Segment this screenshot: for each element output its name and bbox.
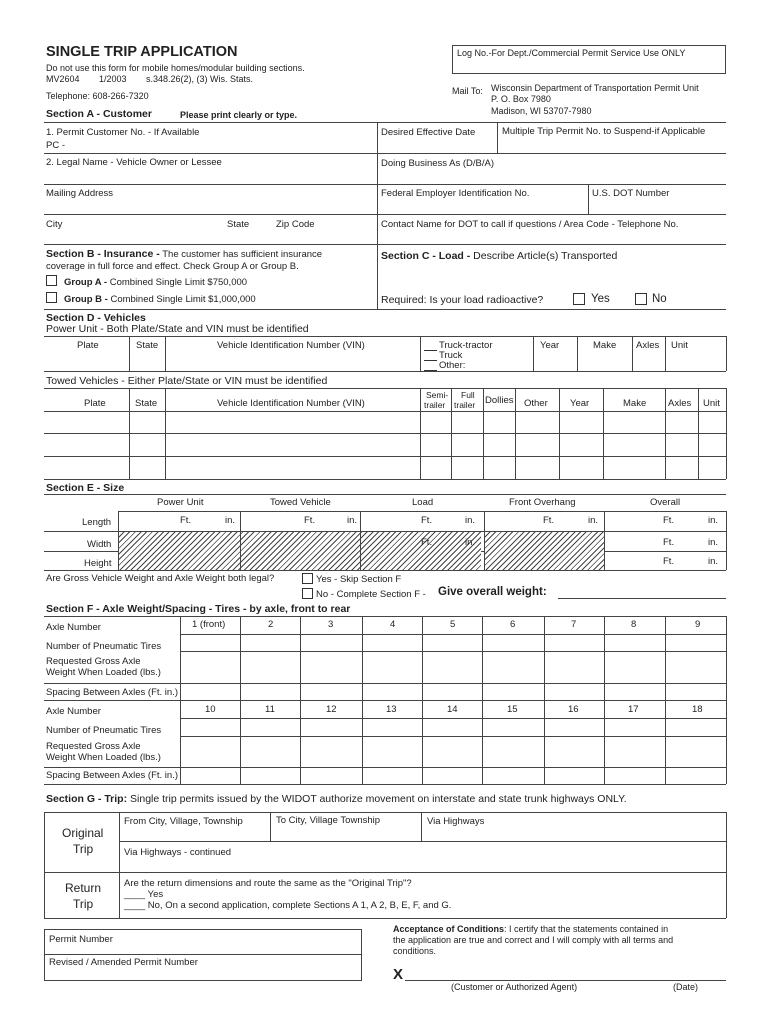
rule [726, 511, 727, 570]
multiple-trip-label: Multiple Trip Permit No. to Suspend-if Applicable [502, 126, 706, 137]
legal-name-label: 2. Legal Name - Vehicle Owner or Lessee [46, 157, 222, 168]
rule [533, 336, 534, 371]
width-label: Width [87, 539, 112, 550]
via-highways-continued-label: Via Highways - continued [124, 847, 232, 858]
axles-header: Axles [636, 340, 660, 351]
section-e-title: Section E - Size [46, 482, 125, 494]
legal-yes-label: Yes - Skip Section F [316, 574, 402, 585]
axle-11: 11 [265, 704, 275, 715]
section-c-text: Describe Article(s) Transported [473, 250, 618, 262]
section-a-note: Please print clearly or type. [180, 110, 298, 120]
axle-15: 15 [507, 704, 518, 715]
vin-header: Vehicle Identification Number (VIN) [217, 340, 365, 351]
dba-label: Doing Business As (D/B/A) [381, 158, 494, 169]
rule [497, 122, 498, 153]
rule [451, 388, 452, 479]
rule [180, 616, 181, 784]
rule [360, 532, 361, 570]
year-header: Year [540, 340, 560, 351]
mail-to-line3: Madison, WI 53707-7980 [491, 106, 592, 116]
rule [44, 494, 726, 495]
rule [604, 511, 605, 570]
axle-6: 6 [510, 619, 516, 630]
axle-4: 4 [390, 619, 396, 630]
rule [420, 388, 421, 479]
section-d-title: Section D - Vehicles [46, 312, 146, 324]
rule [726, 388, 727, 479]
rule [44, 683, 726, 684]
spacing-label: Spacing Between Axles (Ft. in.) [46, 687, 179, 698]
gross-label-2a: Requested Gross Axle [46, 741, 141, 752]
state-header: State [136, 340, 159, 351]
return-label: Return [65, 881, 102, 895]
revised-permit-label: Revised / Amended Permit Number [49, 957, 198, 968]
legal-no-label: No - Complete Section F - [316, 589, 426, 600]
gross-label-2b: Weight When Loaded (lbs.) [46, 752, 161, 763]
pu-length-in: in. [225, 515, 236, 526]
rule [44, 336, 726, 337]
rule [422, 616, 423, 784]
state-label: State [227, 219, 250, 230]
ov-width-in: in. [708, 537, 719, 548]
other-colon-label: Other: [439, 360, 466, 371]
rule [44, 954, 362, 955]
permit-number-label: Permit Number [49, 934, 113, 945]
zip-label: Zip Code [276, 219, 315, 230]
return-trip-label: Trip [73, 897, 94, 911]
rule [240, 532, 241, 570]
to-city-label: To City, Village Township [276, 815, 381, 826]
rule [421, 812, 422, 841]
rule [44, 812, 45, 918]
power-unit-col: Power Unit [157, 497, 204, 508]
group-b-label: Combined Single Limit $1,000,000 [110, 294, 256, 305]
length-label: Length [82, 517, 112, 528]
group-a-label: Combined Single Limit $750,000 [109, 277, 248, 288]
rule [270, 812, 271, 841]
rule [665, 616, 666, 784]
rule [240, 616, 241, 784]
rule [577, 336, 578, 371]
axle-14: 14 [447, 704, 458, 715]
towed-heading: Towed Vehicles - Either Plate/State or VIN must be identified [46, 375, 328, 387]
radioactive-question: Required: Is your load radioactive? [381, 294, 544, 306]
full-trailer-header-2: trailer [454, 400, 476, 410]
axle-7: 7 [571, 619, 577, 630]
desired-effective-date-label: Desired Effective Date [381, 127, 476, 138]
ov-height-in: in. [708, 556, 719, 567]
rule [726, 336, 727, 371]
radioactive-no-checkbox[interactable] [635, 293, 647, 305]
load-width-in: in. [465, 537, 476, 548]
rule [726, 616, 727, 784]
rule [44, 184, 726, 185]
ov-height-ft: Ft. [663, 556, 675, 567]
axle-8: 8 [631, 619, 637, 630]
rule [44, 309, 726, 310]
rule [165, 388, 166, 479]
load-width-ft: Ft. [421, 537, 433, 548]
rule [726, 812, 727, 918]
group-b-bold: Group B - [64, 294, 108, 305]
rule [632, 336, 633, 371]
truck-label: Truck [439, 350, 463, 361]
acceptance-line2: the application are true and correct and I will comply with all terms and [393, 935, 674, 945]
hatched-width-height-overhang [485, 532, 604, 570]
rule [377, 122, 378, 244]
rule [665, 336, 666, 371]
customer-agent-label: (Customer or Authorized Agent) [451, 982, 578, 992]
towed-vehicle-col: Towed Vehicle [270, 497, 331, 508]
load-length-in: in. [465, 515, 476, 526]
rule [588, 184, 589, 214]
radioactive-no-label: No [652, 293, 667, 305]
section-c-title: Section C - Load - [381, 250, 471, 262]
height-label: Height [84, 558, 112, 569]
section-g-title: Section G - Trip: [46, 793, 128, 805]
rule [377, 244, 378, 309]
tires-label: Number of Pneumatic Tires [46, 641, 162, 652]
rule [180, 718, 726, 719]
rule [44, 456, 726, 457]
rule [698, 388, 699, 479]
rule [180, 651, 726, 652]
give-overall-weight: Give overall weight: [438, 586, 547, 598]
radioactive-yes-label: Yes [591, 293, 610, 305]
axle-5: 5 [450, 619, 456, 630]
rule [44, 872, 726, 873]
fein-label: Federal Employer Identification No. [381, 188, 530, 199]
rule [515, 388, 516, 479]
axle-2: 2 [268, 619, 274, 630]
rule [129, 336, 130, 371]
ov-width-ft: Ft. [663, 537, 675, 548]
permit-number-field[interactable] [45, 945, 359, 953]
section-a-title: Section A - Customer [46, 108, 152, 120]
towed-plate-header: Plate [84, 398, 106, 409]
section-b-title: Section B - Insurance - [46, 248, 160, 260]
form-subtitle: Do not use this form for mobile homes/modular building sections. [46, 63, 305, 73]
rule [44, 479, 726, 480]
rule [44, 388, 726, 389]
radioactive-yes-checkbox[interactable] [573, 293, 585, 305]
other-blank[interactable] [424, 370, 437, 371]
return-yes[interactable]: ____ Yes [124, 889, 164, 900]
usdot-label: U.S. DOT Number [592, 188, 670, 199]
rule [129, 388, 130, 479]
load-length-ft: Ft. [421, 515, 433, 526]
axle-number-label-2: Axle Number [46, 706, 101, 717]
axle-17: 17 [628, 704, 639, 715]
rule [603, 388, 604, 479]
semi-trailer-header-2: trailer [424, 400, 446, 410]
semi-trailer-header-1: Semi- [426, 390, 449, 400]
legal-question: Are Gross Vehicle Weight and Axle Weight both legal? [46, 573, 275, 584]
legal-yes-checkbox[interactable] [302, 573, 313, 584]
revised-permit-field[interactable] [45, 968, 359, 978]
axle-3: 3 [328, 619, 334, 630]
date-label: (Date) [673, 982, 699, 992]
rule [44, 812, 726, 813]
ov-length-ft: Ft. [663, 515, 675, 526]
ov-length-in: in. [708, 515, 719, 526]
towed-year-header: Year [570, 398, 590, 409]
front-overhang-col: Front Overhang [509, 497, 576, 508]
rule [44, 570, 726, 571]
rule [44, 371, 726, 372]
tv-length-in: in. [347, 515, 358, 526]
rule [44, 784, 726, 785]
acceptance-line1: : I certify that the statements contained in [504, 924, 669, 934]
return-question: Are the return dimensions and route the same as the "Original Trip"? [124, 878, 412, 889]
rule [165, 336, 166, 371]
mailing-address-label: Mailing Address [46, 188, 114, 199]
from-city-label: From City, Village, Township [124, 816, 243, 827]
gross-label-1: Requested Gross Axle [46, 656, 141, 667]
group-a-bold: Group A - [64, 277, 108, 288]
axle-number-label: Axle Number [46, 622, 101, 633]
axle-9: 9 [695, 619, 701, 630]
rule [44, 767, 726, 768]
telephone: Telephone: 608-266-7320 [46, 91, 149, 101]
form-date: 1/2003 [99, 74, 127, 84]
unit-header: Unit [671, 340, 688, 351]
city-label: City [46, 219, 63, 230]
rule [44, 153, 726, 154]
rule [44, 616, 726, 617]
contact-label: Contact Name for DOT to call if questions / Area Code - Telephone No. [381, 219, 679, 230]
rule [44, 244, 726, 245]
load-col: Load [412, 497, 434, 508]
axle-16: 16 [568, 704, 579, 715]
tires-label-2: Number of Pneumatic Tires [46, 725, 162, 736]
axle-1: 1 (front) [192, 619, 226, 630]
rule [180, 634, 726, 635]
spacing-label-2: Spacing Between Axles (Ft. in.) [46, 770, 179, 781]
axle-12: 12 [326, 704, 337, 715]
rule [44, 214, 726, 215]
axle-13: 13 [386, 704, 397, 715]
mail-to-label: Mail To: [452, 86, 483, 96]
rule [559, 388, 560, 479]
section-f-title: Section F - Axle Weight/Spacing - Tires - by axle, front to rear [46, 603, 351, 615]
original-label: Original [62, 826, 104, 840]
form-title: SINGLE TRIP APPLICATION [46, 44, 238, 60]
rule [665, 388, 666, 479]
full-trailer-header-1: Full [461, 390, 475, 400]
axle-10: 10 [205, 704, 216, 715]
other-header: Other [524, 398, 548, 409]
towed-state-header: State [135, 398, 158, 409]
rule [180, 736, 726, 737]
make-header: Make [593, 340, 617, 351]
rule [119, 812, 120, 918]
power-unit-heading: Power Unit - Both Plate/State and VIN must be identified [46, 323, 309, 335]
acceptance-line3: conditions. [393, 946, 437, 956]
tv-length-ft: Ft. [304, 515, 316, 526]
towed-make-header: Make [623, 398, 647, 409]
fo-length-ft: Ft. [543, 515, 555, 526]
signature-line[interactable] [405, 980, 726, 981]
rule [420, 336, 421, 371]
plate-header: Plate [77, 340, 99, 351]
form-statute: s.348.26(2), (3) Wis. Stats. [146, 74, 254, 84]
acceptance-bold: Acceptance of Conditions [393, 924, 505, 934]
overall-col: Overall [650, 497, 681, 508]
other-option [424, 360, 465, 371]
group-b-checkbox[interactable] [46, 292, 57, 303]
rule [44, 411, 726, 412]
gross-label-2: Weight When Loaded (lbs.) [46, 667, 161, 678]
permit-customer-no-label: 1. Permit Customer No. - If Available [46, 127, 200, 138]
towed-vin-header: Vehicle Identification Number (VIN) [217, 398, 365, 409]
mail-to-line1: Wisconsin Department of Transportation Permit Unit [491, 83, 699, 93]
rule [544, 616, 545, 784]
rule [362, 616, 363, 784]
section-g-text: Single trip permits issued by the WIDOT authorize movement on interstate and state trunk highways ONLY. [130, 793, 627, 805]
rule [482, 616, 483, 784]
section-b-insurance: The customer has sufficient insurance [162, 249, 323, 260]
rule [300, 616, 301, 784]
rule [604, 616, 605, 784]
truck-tractor-label: Truck-tractor [439, 340, 493, 351]
original-trip-label: Trip [73, 842, 94, 856]
rule [118, 511, 726, 512]
dollies-header: Dollies [485, 395, 514, 406]
signature-x: X [393, 966, 404, 983]
towed-unit-header: Unit [703, 398, 720, 409]
pu-length-ft: Ft. [180, 515, 192, 526]
rule [44, 700, 726, 701]
fo-length-in: in. [588, 515, 599, 526]
form-id: MV2604 [46, 74, 80, 84]
legal-no-checkbox[interactable] [302, 588, 313, 599]
axle-18: 18 [692, 704, 703, 715]
group-a-checkbox[interactable] [46, 275, 57, 286]
return-no[interactable]: ____ No, On a second application, complete Sections A 1, A 2, B, E, F, and G. [124, 900, 452, 911]
log-no-label: Log No.-For Dept./Commercial Permit Service Use ONLY [457, 48, 686, 58]
overall-weight-line[interactable] [558, 598, 726, 599]
pc-label: PC - [46, 140, 65, 151]
rule [44, 433, 726, 434]
towed-axles-header: Axles [668, 398, 692, 409]
rule [483, 388, 484, 479]
rule [44, 122, 726, 123]
section-b-text2: coverage in full force and effect. Check Group A or Group B. [46, 261, 299, 272]
rule [44, 918, 726, 919]
rule [119, 841, 726, 842]
via-highways-label: Via Highways [427, 816, 485, 827]
mail-to-line2: P. O. Box 7980 [491, 94, 551, 104]
section-b-text1 [46, 249, 322, 260]
